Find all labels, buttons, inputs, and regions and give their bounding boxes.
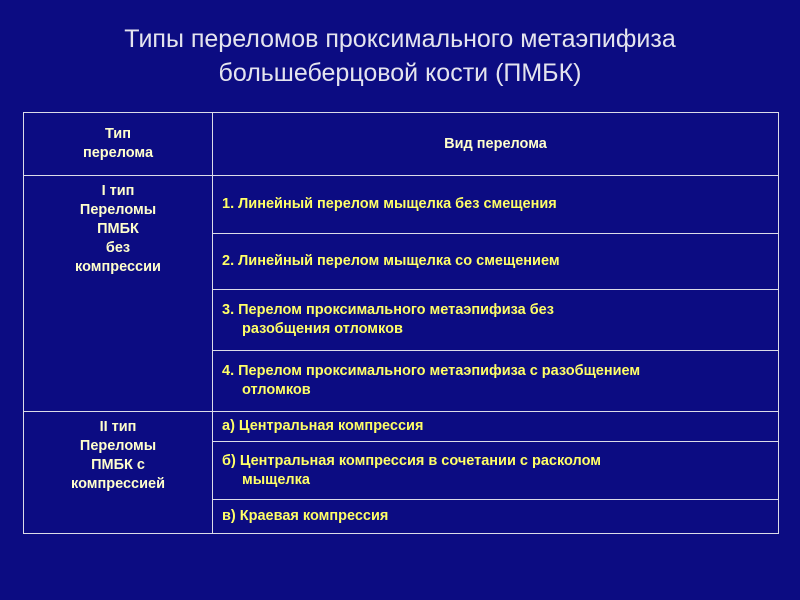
fracture-kind-text: 1. Линейный перелом мыщелка без смещения: [222, 196, 557, 213]
fracture-kind-text: а) Центральная компрессия: [222, 418, 424, 435]
group1-type-line: ПМБК: [97, 221, 139, 238]
fracture-kind-cell: [213, 412, 779, 442]
fracture-kind-cell: [213, 290, 779, 350]
header-type-cell: [24, 113, 213, 176]
fracture-kind-cell: [213, 233, 779, 289]
title-line-1: Типы переломов проксимального метаэпифиза: [124, 25, 676, 53]
fracture-kind-cell: [213, 442, 779, 499]
fracture-kind-text-continuation: мыщелка: [242, 471, 310, 488]
fracture-kind-text: 4. Перелом проксимального метаэпифиза с разобщением: [222, 362, 641, 379]
fracture-kind-cell: [213, 499, 779, 533]
group2-type-line: компрессией: [71, 476, 165, 493]
table-row: [24, 412, 779, 442]
group1-type-line: компрессии: [75, 259, 161, 276]
group1-type-line: Переломы: [79, 202, 157, 219]
header-type-line-2: перелома: [82, 145, 154, 162]
header-kind-cell: Вид перелома: [213, 113, 779, 176]
group1-type-line: без: [105, 240, 131, 257]
fracture-kind-text: б) Центральная компрессия в сочетании с расколом: [222, 452, 601, 469]
table-header-row: [24, 113, 779, 176]
table-row: [24, 176, 779, 233]
fracture-types-table: [23, 112, 779, 534]
title-line-2: большеберцовой кости (ПМБК): [218, 59, 582, 87]
fracture-kind-cell: [213, 176, 779, 233]
group1-type-line: I тип: [101, 183, 135, 200]
fracture-kind-text-continuation: разобщения отломков: [242, 320, 403, 337]
fracture-kind-text: 3. Перелом проксимального метаэпифиза без: [222, 301, 554, 318]
page-title: [0, 22, 800, 90]
group2-type-line: II тип: [99, 419, 137, 436]
fracture-kind-text: в) Краевая компрессия: [222, 507, 389, 524]
group2-type-cell: [24, 412, 213, 534]
header-type-line-1: Тип: [105, 126, 131, 143]
fracture-kind-text: 2. Линейный перелом мыщелка со смещением: [222, 253, 560, 270]
group2-type-line: Переломы: [79, 438, 157, 455]
fracture-kind-text-continuation: отломков: [242, 381, 311, 398]
group1-type-cell: [24, 176, 213, 412]
fracture-kind-cell: [213, 350, 779, 411]
group2-type-line: ПМБК с: [91, 457, 145, 474]
